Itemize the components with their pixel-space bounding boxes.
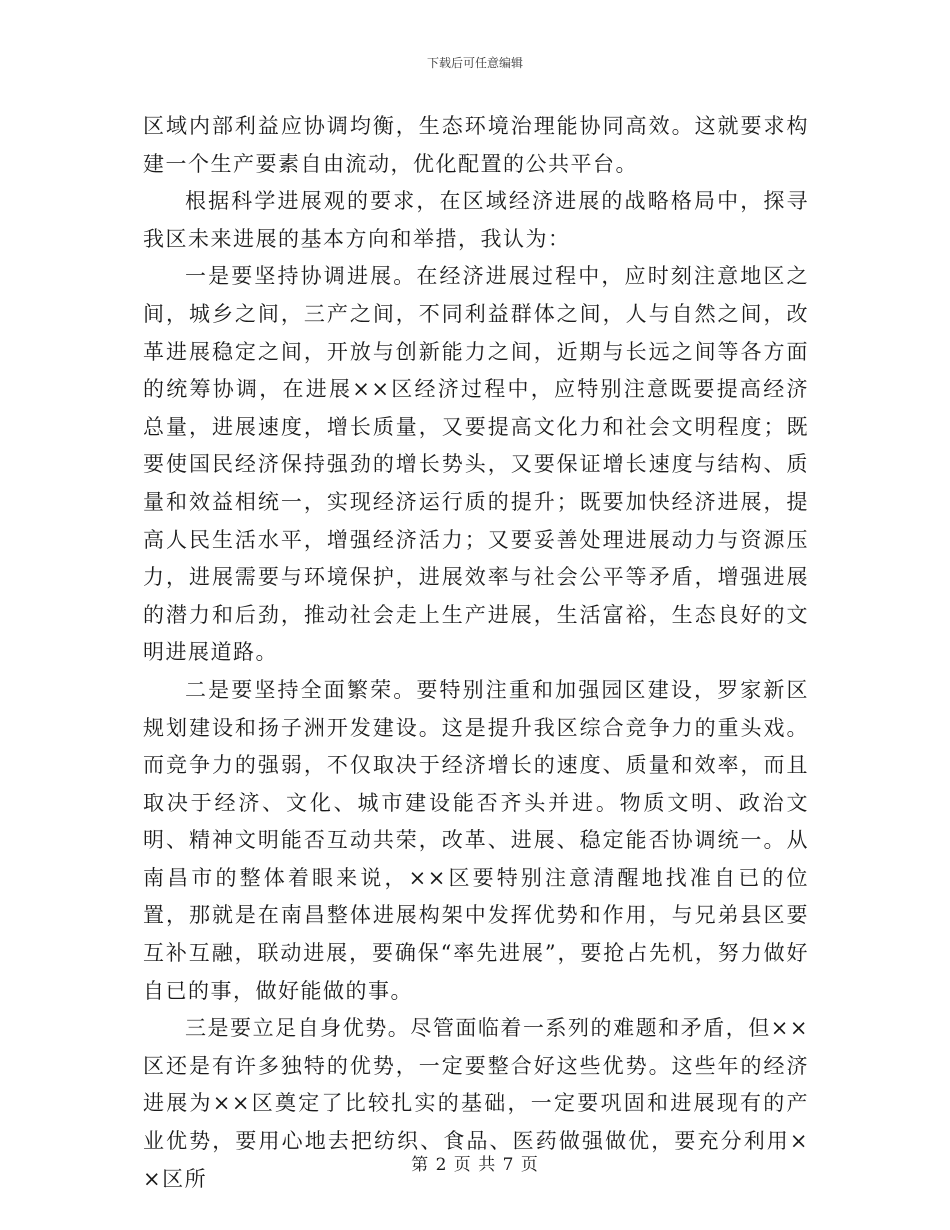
paragraph-1: 区域内部利益应协调均衡，生态环境治理能协同高效。这就要求构建一个生产要素自由流动，优化配置的公共平台。 (143, 114, 809, 176)
paragraph-5: 三是要立足自身优势。尽管面临着一系列的难题和矛盾，但××区还是有许多独特的优势，一定要整合好这些优势。这些年的经济进展为××区奠定了比较扎实的基础，一定要巩固和进展现有的产业优势，要用心地去把纺织、食品、医药做强做优，要充分利用××区所 (143, 1016, 809, 1191)
page-header-note: 下载后可任意编辑 (426, 56, 523, 70)
paragraph-4: 二是要坚持全面繁荣。要特别注重和加强园区建设，罗家新区规划建设和扬子洲开发建设。这是提升我区综合竞争力的重头戏。而竞争力的强弱，不仅取决于经济增长的速度、质量和效率，而且取决于经济、文化、城市建设能否齐头并进。物质文明、政治文明、精神文明能否互动共荣，改革、进展、稳定能否协调统一。从南昌市的整体着眼来说，××区要特别注意清醒地找准自已的位置，那就是在南昌整体进展构架中发挥优势和作用，与兄弟县区要互补互融，联动进展，要确保“率先进展”，要抢占先机，努力做好自已的事，做好能做的事。 (143, 677, 809, 1003)
paragraph-2: 根据科学进展观的要求，在区域经济进展的战略格局中，探寻我区未来进展的基本方向和举措，我认为： (143, 189, 809, 251)
paragraph-3: 一是要坚持协调进展。在经济进展过程中，应时刻注意地区之间，城乡之间，三产之间，不同利益群体之间，人与自然之间，改革进展稳定之间，开放与创新能力之间，近期与长远之间等各方面的统筹协调，在进展××区经济过程中，应特别注意既要提高经济总量，进展速度，增长质量，又要提高文化力和社会文明程度；既要使国民经济保持强劲的增长势头，又要保证增长速度与结构、质量和效益相统一，实现经济运行质的提升；既要加快经济进展，提高人民生活水平，增强经济活力；又要妥善处理进展动力与资源压力，进展需要与环境保护，进展效率与社会公平等矛盾，增强进展的潜力和后劲，推动社会走上生产进展，生活富裕，生态良好的文明进展道路。 (143, 264, 809, 665)
page-number-footer: 第 2 页 共 7 页 (411, 1155, 539, 1175)
document-body (143, 108, 809, 1198)
